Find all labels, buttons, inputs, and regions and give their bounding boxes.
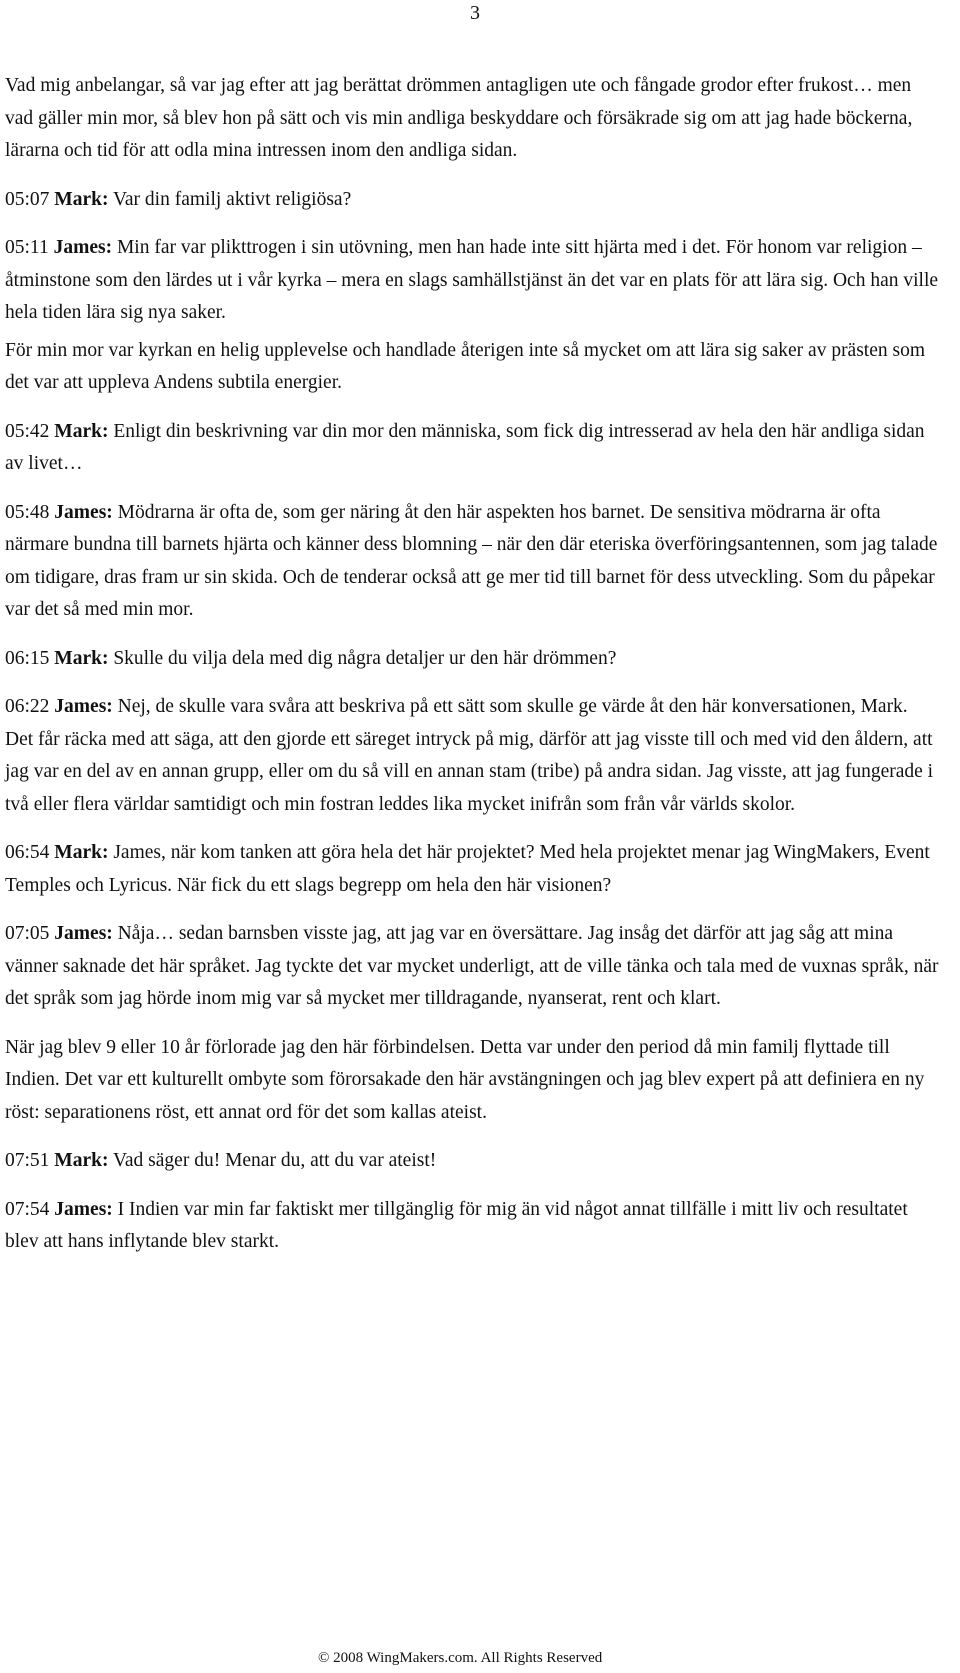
timestamp: 05:42 bbox=[5, 420, 55, 442]
paragraph: 05:42 Mark: Enligt din beskrivning var din mor den människa, som fick dig intresserad av hela den här andliga sidan av livet… bbox=[5, 420, 925, 474]
speaker-name: Mark: bbox=[54, 420, 109, 442]
document-body bbox=[5, 70, 940, 1275]
paragraph: När jag blev 9 eller 10 år förlorade jag den här förbindelsen. Detta var under den period då min familj flyttade till Indien. Det var ett kulturellt ombyte som förorsakade den här avstängningen och jag blev expert på att definiera en ny röst: separationens röst, ett annat ord för det som kallas ateist. bbox=[5, 1036, 925, 1123]
speaker-name: Mark: bbox=[54, 647, 109, 669]
paragraph: 07:51 Mark: Vad säger du! Menar du, att du var ateist! bbox=[5, 1150, 437, 1171]
speaker-name: James: bbox=[54, 923, 113, 944]
speaker-name: Mark: bbox=[54, 842, 109, 863]
speaker-name: Mark: bbox=[54, 1150, 109, 1171]
timestamp: 06:54 bbox=[5, 842, 55, 863]
page-number: 3 bbox=[470, 2, 480, 24]
paragraph: 05:48 James: Mödrarna är ofta de, som ger näring åt den här aspekten hos barnet. De sensitiva mödrarna är ofta närmare bundna till barnets hjärta och känner dess blomning – när den där eteriska överföringsantennen, som jag talade om tidigare, dras fram ur sin skida. Och de tenderar också att ge mer tid till barnet för dess utveckling. Som du påpekar var det så med min mor. bbox=[5, 501, 938, 620]
paragraph: 06:54 Mark: James, när kom tanken att göra hela det här projektet? Med hela projektet menar jag WingMakers, Event Temples och Lyricus. När fick du ett slags begrepp om hela den här visionen? bbox=[5, 842, 930, 896]
paragraph: 06:22 James: Nej, de skulle vara svåra att beskriva på ett sätt som skulle ge värde åt den här konversationen, Mark. Det får räcka med att säga, att den gjorde ett säreget intryck på mig, därför att jag visste till och med vid den åldern, att jag var en del av en annan grupp, eller om du så vill en annan stam (tribe) på andra sidan. Jag visste, att jag fungerade i två eller flera världar samtidigt och min fostran leddes lika mycket inifrån som från vår världs skolor. bbox=[5, 696, 934, 815]
paragraph: 06:15 Mark: Skulle du vilja dela med dig några detaljer ur den här drömmen? bbox=[5, 647, 617, 669]
paragraph: 05:11 James: Min far var plikttrogen i sin utövning, men han hade inte sitt hjärta med i det. För honom var religion – åtminstone som den lärdes ut i vår kyrka – mera en slags samhällstjänst än det var en plats för att lära sig. Och han ville hela tiden lära sig nya saker. bbox=[5, 237, 939, 323]
timestamp: 05:07 bbox=[5, 188, 55, 210]
speaker-name: James: bbox=[54, 501, 113, 523]
timestamp: 05:48 bbox=[5, 501, 55, 523]
paragraph: 07:54 James: I Indien var min far faktiskt mer tillgänglig för mig än vid något annat tillfälle i mitt liv och resultatet blev att hans inflytande blev starkt. bbox=[5, 1198, 908, 1252]
timestamp: 07:05 bbox=[5, 923, 55, 944]
copyright-footer: © 2008 WingMakers.com. All Rights Reserved bbox=[318, 1650, 603, 1666]
speaker-name: James: bbox=[54, 696, 113, 717]
speaker-name: James: bbox=[53, 237, 113, 258]
paragraph: För min mor var kyrkan en helig upplevelse och handlade återigen inte så mycket om att lära sig saker av prästen som det var att uppleva Andens subtila energier. bbox=[5, 339, 926, 393]
timestamp: 07:54 bbox=[5, 1198, 55, 1220]
timestamp: 06:22 bbox=[5, 696, 55, 717]
speaker-name: James: bbox=[54, 1198, 113, 1220]
paragraph: 05:07 Mark: Var din familj aktivt religiösa? bbox=[5, 188, 352, 210]
timestamp: 07:51 bbox=[5, 1150, 55, 1171]
speaker-name: Mark: bbox=[54, 188, 109, 210]
timestamp: 05:11 bbox=[5, 237, 54, 258]
paragraph: Vad mig anbelangar, så var jag efter att jag berättat drömmen antagligen ute och fångade grodor efter frukost… men vad gäller min mor, så blev hon på sätt och vis min andliga beskyddare och försäkrade sig om att jag hade böckerna, lärarna och tid för att odla mina intressen inom den andliga sidan. bbox=[5, 75, 913, 161]
paragraph: 07:05 James: Nåja… sedan barnsben visste jag, att jag var en översättare. Jag insåg det därför att jag såg att mina vänner saknade det här språket. Jag tyckte det var mycket underligt, att de ville tänka och tala med de vuxnas språk, när det språk som jag hörde inom mig var så mycket mer tilldragande, nyanserat, rent och klart. bbox=[5, 923, 939, 1009]
timestamp: 06:15 bbox=[5, 647, 55, 669]
